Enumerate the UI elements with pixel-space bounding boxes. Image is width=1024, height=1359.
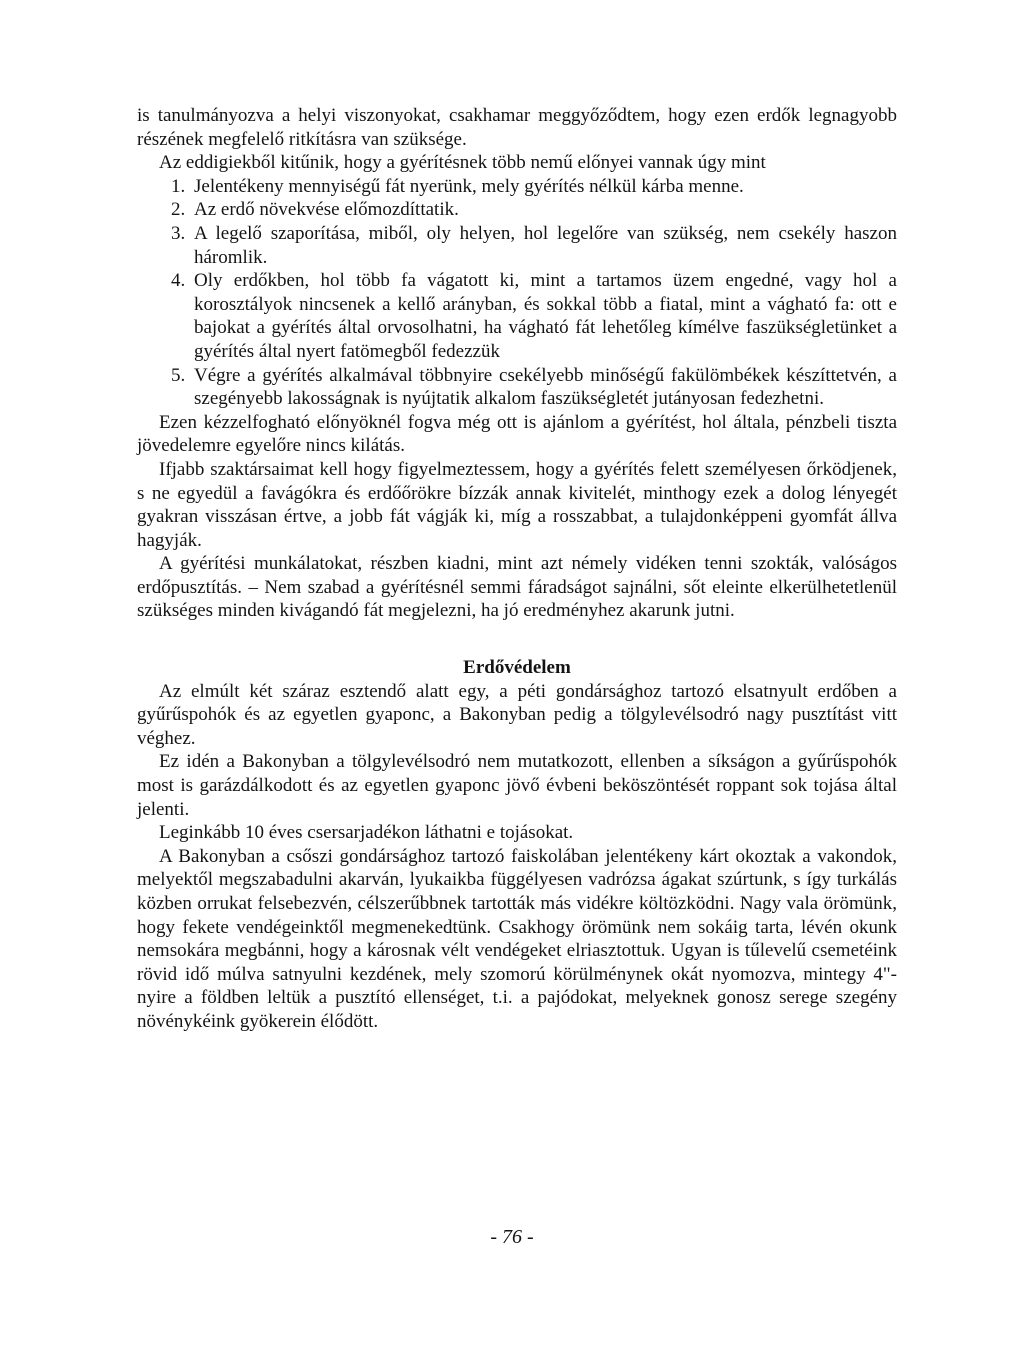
list-item — [137, 364, 897, 411]
list-item — [137, 222, 897, 269]
paragraph: Az elmúlt két száraz esztendő alatt egy, a péti gondársághoz tartozó elsatnyult erdőben a gyűrűspohók és az egyetlen gyaponc, a Bakonyban pedig a tölgylevélsodró nagy pusztítást vitt véghez. — [137, 680, 897, 749]
list-item — [137, 198, 897, 222]
paragraph-advantages-intro: Az eddigiekből kitűnik, hogy a gyérítésnek több nemű előnyei vannak úgy mint — [159, 152, 766, 174]
advantages-list — [137, 175, 897, 411]
list-item-number: 1. — [171, 175, 186, 197]
page-number: - 76 - — [490, 1226, 534, 1248]
paragraph-continuation: is tanulmányozva a helyi viszonyokat, csakhamar meggyőződtem, hogy ezen erdők legnagyobb részének megfelelő ritkításra van szüksége. — [137, 105, 897, 150]
page-body — [137, 104, 897, 1034]
list-item-number: 4. — [171, 270, 186, 292]
list-item-number: 2. — [171, 199, 186, 221]
list-item-text: Oly erdőkben, hol több fa vágatott ki, mint a tartamos üzem engedné, vagy hol a korosztályok nincsenek a kellő arányban, és sokkal több a fiatal, mint a vágható fa: ott e bajokat a gyérítés által orvosolhatni, ha vágható fát lehetőleg kímélve faszükségletünket a gyérítés által nyert fatömegből fedezzük — [194, 270, 897, 362]
list-item — [137, 175, 897, 199]
list-item-text: Végre a gyérítés alkalmával többnyire csekélyebb minőségű fakülömbékek készíttetvén, a szegényebb lakosságnak is nyújtatik alkalom faszükségletét jutányosan fedezhetni. — [194, 364, 897, 410]
paragraph: Ifjabb szaktársaimat kell hogy figyelmeztessem, hogy a gyérítés felett személyesen őrködjenek, s ne egyedül a favágókra és erdőőrökre bízzák annak kivitelét, minthogy ezek a dolog lényegét gyakran visszásan értve, a jobb fát vágják ki, míg a rosszabbat, a tulajdonképpeni gyomfát állva hagyják. — [137, 458, 897, 551]
paragraph: A gyérítési munkálatokat, részben kiadni, mint azt némely vidéken tenni szokták, valóságos erdőpusztítás. – Nem szabad a gyérítésnél semmi fáradságot sajnálni, sőt eleinte elkerülhetetlenül szükséges minden kivágandó fát megjelezni, ha jó eredményhez akarunk jutni. — [137, 553, 897, 622]
paragraph: A Bakonyban a csőszi gondársághoz tartozó faiskolában jelentékeny kárt okoztak a vakondok, melyektől megszabadulni akarván, lyukaikba függélyesen vadrózsa ágakat szúrtunk, s így turkálás közben orrukat felsebezvén, célszerűbbnek tartották más vidékre költözködni. Nagy vala örömünk, hogy fekete vendégeinktől megmenekedtünk. Csakhogy örömünk nem sokáig tarta, lévén okunk nemsokára megbánni, hogy a károsnak vélt vendégeket elriasztottuk. Ugyan is tűlevelű csemetéink rövid idő múlva satnyulni kezdének, mely szomorú körülménynek okát nyomozva, mintegy 4"-nyire a földben leltük a pusztító ellenséget, t.i. a pajódokat, melyeknek gonosz serege szegény növénykéink gyökerein élődött. — [137, 845, 897, 1032]
list-item — [137, 269, 897, 363]
list-item-text: Az erdő növekvése előmozdíttatik. — [194, 199, 459, 221]
list-item-text: Jelentékeny mennyiségű fát nyerünk, mely gyérítés nélkül kárba menne. — [194, 175, 744, 197]
paragraph: Ezen kézzelfogható előnyöknél fogva még ott is ajánlom a gyérítést, hol általa, pénzbeli tiszta jövedelemre egyelőre nincs kilátás. — [137, 411, 897, 457]
list-item-text: A legelő szaporítása, miből, oly helyen, hol legelőre van szükség, nem csekély haszon háromlik. — [194, 222, 897, 268]
list-item-number: 3. — [171, 222, 186, 244]
list-item-number: 5. — [171, 364, 186, 386]
paragraph: Ez idén a Bakonyban a tölgylevélsodró nem mutatkozott, ellenben a síkságon a gyűrűspohók most is garázdálkodott és az egyetlen gyaponc jövő évbeni beköszöntését roppant sok tojása által jelenti. — [137, 751, 897, 820]
section-heading: Erdővédelem — [463, 657, 571, 679]
paragraph: Leginkább 10 éves csersarjadékon láthatni e tojásokat. — [159, 822, 574, 844]
